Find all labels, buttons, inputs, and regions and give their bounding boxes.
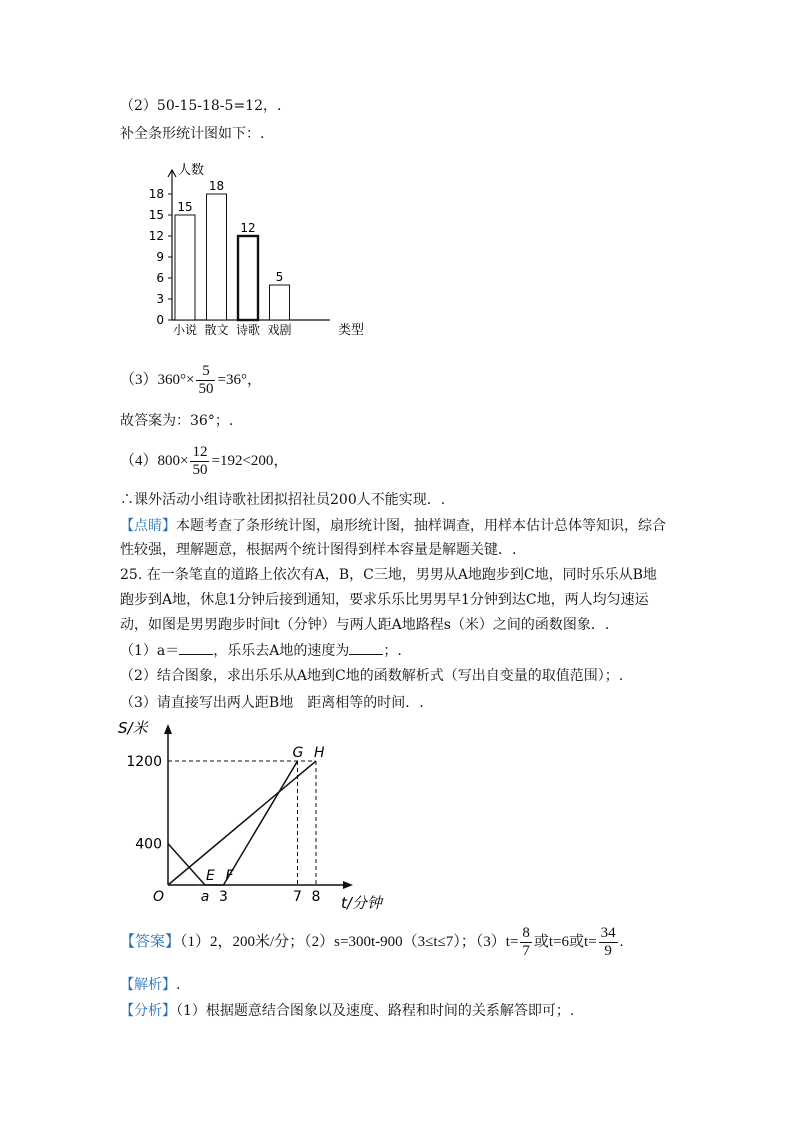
graph-x-tick-label: 8 [311,889,321,905]
line-fenxi [120,1001,574,1021]
fenxi-text: （1）根据题意结合图象以及速度、路程和时间的关系解答即可；. [176,1003,575,1019]
line-part3 [120,363,262,398]
bar-3 [270,285,290,320]
bar-chart [130,150,390,350]
blank-speed [349,640,383,655]
graph-y-label: S/米 [118,719,148,737]
line-dianjing-cont: 性较强，理解题意，根据两个统计图得到样本容量是解题关键．. [120,542,517,558]
part4-expr-pre: 800× [157,452,189,469]
part4-expr-post: =192<200， [211,452,289,469]
graph-point-label: G [292,745,304,761]
bar-y-tick-label: 0 [156,313,164,327]
line-q25-sub1 [120,640,402,661]
part3-numerator: 5 [196,363,215,381]
blank-a [179,640,213,655]
graph-x-tick-label: 7 [293,889,302,905]
fenxi-tag: 【分析】 [120,1003,176,1019]
line-q25-1: 25. 在一条笔直的道路上依次有A，B，C三地，男男从A地跑步到C地，同时乐乐从B地 [120,567,657,583]
graph-point-label: H [314,745,325,761]
graph-series-2 [224,761,298,885]
part4-fraction [190,444,209,479]
line-dianjing [120,516,666,536]
part3-fraction [196,363,215,398]
answer-f1-den: 7 [522,943,530,959]
bar-y-tick-label: 6 [156,271,164,285]
jiexi-text: . [176,977,181,993]
answer-f2-num: 34 [600,925,616,941]
bar-y-tick-label: 9 [156,250,164,264]
line-part4 [120,444,288,479]
bar-y-tick-label: 15 [148,208,164,222]
line-fill-chart: 补全条形统计图如下：. [120,126,265,142]
line-answer [120,925,623,960]
bar-y-tick-label: 12 [148,229,164,243]
bar-value-label: 18 [208,179,225,193]
graph-point-label: E [206,868,215,884]
bar-value-label: 12 [240,221,256,235]
line-q25-3: 动，如图是男男跑步时间t（分钟）与两人距A地路程s（米）之间的函数图象．. [120,617,610,633]
bar-2 [238,236,258,320]
bar-category-label: 小说 [172,323,198,337]
graph-y-tick-label: 1200 [126,754,162,770]
bar-value-label: 5 [275,270,284,284]
answer-mid: 或t=6或t= [533,933,597,950]
sub1-post: ，乐乐去A地的速度为 [213,643,350,659]
jiexi-tag: 【解析】 [120,977,176,993]
graph-point-label: F [225,868,234,884]
answer-tag: 【答案】 [120,933,181,950]
answer-part1: （1）2，200米/分；（2）s=300t-900（3≤t≤7）；（3）t= [180,933,519,950]
line-part2: （2）50-15-18-5=12，. [120,98,282,114]
part3-prefix: （3） [120,371,158,388]
part4-prefix: （4） [120,452,158,469]
graph-origin-label: O [153,889,165,905]
dianjing-tag: 【点睛】 [120,518,176,534]
bar-0 [175,215,195,320]
part4-numerator: 12 [192,444,208,460]
line-q25-sub3: （3）请直接写出两人距B地 距离相等的时间．. [120,695,424,711]
bar-y-label: 人数 [178,163,205,178]
line-q25-sub2: （2）结合图象，求出乐乐从A地到C地的函数解析式（写出自变量的取值范围）；. [120,668,624,684]
graph-series-3 [168,761,316,885]
graph-y-arrow [164,724,172,734]
answer-f2-den: 9 [604,943,612,959]
answer-fraction-1 [520,925,532,960]
sub1-end: ；. [383,643,402,659]
graph-x-tick-label: 3 [219,889,228,905]
line-answer-36: 故答案为：36°；. [120,413,234,429]
bar-category-label: 诗歌 [235,323,261,337]
part3-denominator: 50 [198,381,214,397]
answer-f1-num: 8 [522,925,530,941]
line-q25-2: 跑步到A地，休息1分钟后接到通知，要求乐乐比男男早1分钟到达C地，两人均匀速运 [120,592,649,608]
line-jiexi [120,975,180,995]
bar-category-label: 散文 [204,323,229,337]
bar-y-tick-label: 3 [156,292,164,306]
graph-series-0 [168,844,205,885]
graph-x-label: t/分钟 [341,894,382,912]
bar-y-tick-label: 18 [148,187,164,201]
part3-expr-pre: 360°× [157,371,195,388]
part4-denominator: 50 [192,462,208,478]
bar-1 [207,194,227,320]
bar-value-label: 15 [177,200,193,214]
bar-category-label: 戏剧 [267,323,292,337]
graph-x-arrow [343,881,353,889]
line-conclusion: ∴课外活动小组诗歌社团拟招社员200人不能实现．. [120,492,446,508]
bar-x-label: 类型 [338,323,365,338]
answer-fraction-2 [599,925,618,960]
sub1-pre: （1）a＝ [120,643,180,659]
graph-x-tick-label: a [200,889,210,905]
dianjing-text: 本题考查了条形统计图，扇形统计图，抽样调查，用样本估计总体等知识，综合 [176,518,666,534]
answer-end: . [619,933,624,950]
graph-y-tick-label: 400 [135,836,162,853]
part3-expr-post: =36°， [217,371,262,388]
distance-time-graph [115,718,405,918]
